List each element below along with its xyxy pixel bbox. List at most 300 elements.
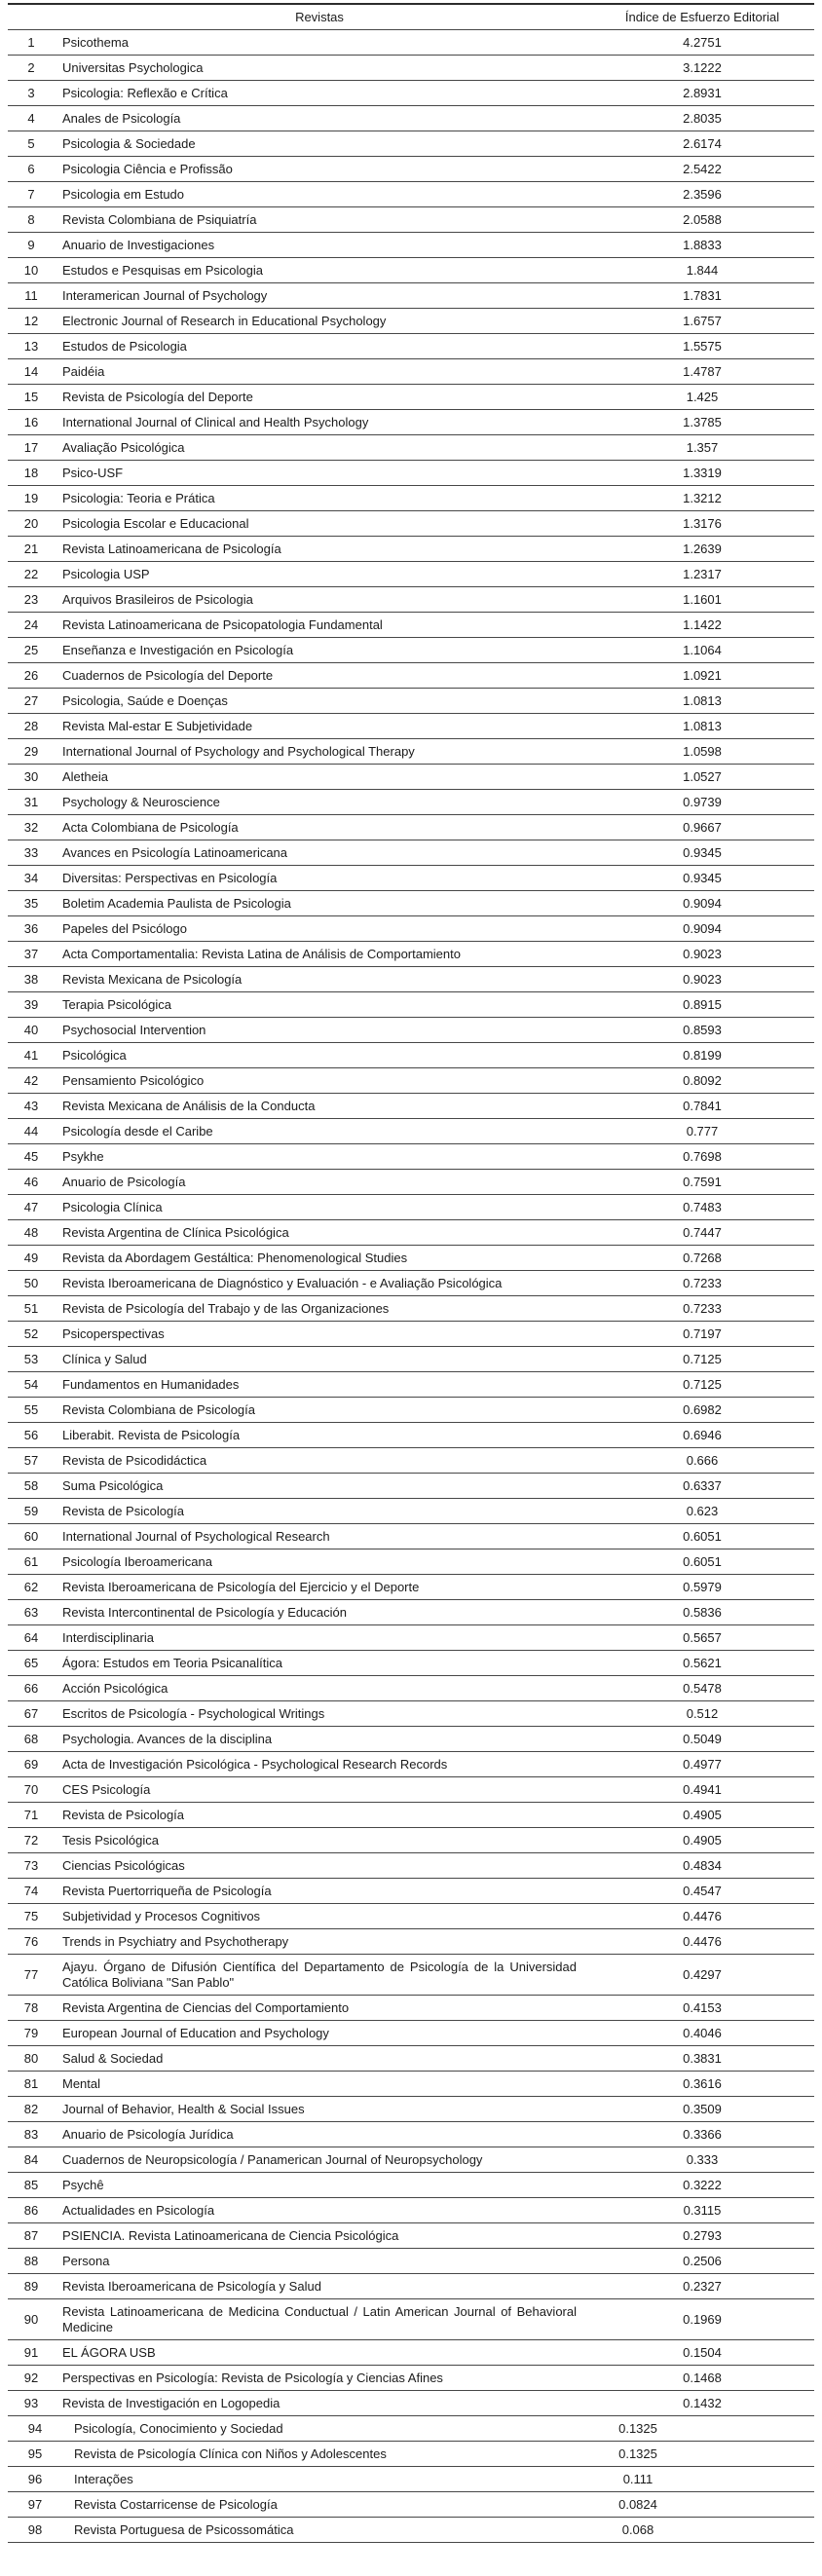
editorial-effort-index-value: 0.7125 [683,1376,722,1392]
row-rank: 84 [23,2151,39,2167]
journal-name: Revista Iberoamericana de Psicología del Ejercicio y el Deporte [62,1579,420,1594]
editorial-effort-index-value: 0.9094 [683,920,722,936]
row-rank: 93 [23,2395,39,2410]
table-row [8,1170,814,1195]
journal-name: Anuario de Psicología Jurídica [62,2126,234,2142]
journal-name: Diversitas: Perspectivas en Psicología [62,870,278,885]
editorial-effort-index-value: 2.8931 [683,85,722,100]
table-row [8,1625,814,1651]
journal-name: Psicologia Escolar e Educacional [62,515,249,531]
table-row [8,1853,814,1879]
row-spacer [746,2525,814,2534]
table-row [8,587,814,613]
editorial-effort-index-value: 2.0588 [683,211,722,227]
row-rank: 71 [23,1807,39,1822]
editorial-effort-index-value: 0.1969 [683,2311,722,2327]
editorial-effort-index-value: 0.5836 [683,1604,722,1620]
journal-name: Psicología desde el Caribe [62,1123,213,1139]
editorial-effort-index-value: 0.7483 [683,1199,722,1214]
journal-name: Psychosocial Intervention [62,1022,206,1037]
editorial-effort-index-value: 4.2751 [683,34,722,50]
row-rank: 90 [23,2311,39,2327]
journal-name: Psychê [62,2177,104,2192]
row-spacer [746,2424,814,2433]
row-rank: 49 [23,1250,39,1265]
editorial-effort-index-value: 1.8833 [683,237,722,252]
table-row [8,461,814,486]
table-row [8,790,814,815]
journal-name: PSIENCIA. Revista Latinoamericana de Ciencia Psicológica [62,2227,399,2243]
table-row [8,435,814,461]
editorial-effort-index-value: 0.4153 [683,1999,722,2015]
table-row [8,1996,814,2021]
editorial-effort-index-value: 2.6174 [683,135,722,151]
journal-name: International Journal of Clinical and Health Psychology [62,414,369,429]
editorial-effort-index-value: 0.8199 [683,1047,722,1063]
editorial-effort-index-value: 2.8035 [683,110,722,126]
table-row [8,562,814,587]
journal-name: Psicologia, Saúde e Doenças [62,692,228,708]
editorial-effort-index-value: 0.7698 [683,1148,722,1164]
table-row [8,81,814,106]
table-row [8,1777,814,1803]
table-row [8,1879,814,1904]
table-row [8,410,814,435]
journal-name: Ajayu. Órgano de Difusión Científica del Departamento de Psicología de la Universidad Católica Boliviana "San Pablo" [62,1959,577,1990]
table-row [8,2198,814,2223]
editorial-effort-index-value: 0.3222 [683,2177,722,2192]
table-row [8,739,814,765]
editorial-effort-index-value: 0.2327 [683,2278,722,2294]
editorial-effort-index-value: 0.6051 [683,1553,722,1569]
editorial-effort-index-value: 0.5049 [683,1731,722,1746]
editorial-effort-index-value: 0.3509 [683,2101,722,2116]
table-row [8,1195,814,1220]
table-row [8,207,814,233]
editorial-effort-index-value: 2.5422 [683,161,722,176]
table-row [8,2021,814,2046]
table-row [8,385,814,410]
table-row [8,916,814,942]
row-rank: 92 [23,2370,39,2385]
journal-name: Revista Iberoamericana de Psicología y Salud [62,2278,321,2294]
table-row [8,2147,814,2173]
table-row [8,1499,814,1524]
journal-name: Cuadernos de Psicología del Deporte [62,667,274,683]
editorial-effort-index-value: 0.9023 [683,971,722,987]
table-row [8,157,814,182]
table-row [8,1955,814,1996]
table-row [8,765,814,790]
journal-name: Terapia Psicológica [62,996,172,1012]
row-rank: 16 [23,414,39,429]
journal-name: Psicología, Conocimiento y Sociedad [74,2420,283,2436]
journal-name: Electronic Journal of Research in Educational Psychology [62,313,387,328]
table-row [8,638,814,663]
editorial-effort-index-value: 1.1064 [683,642,722,657]
table-row [8,1448,814,1474]
journal-name: Revista de Psicología del Deporte [62,389,253,404]
row-rank: 55 [23,1401,39,1417]
editorial-effort-index-value: 0.7591 [683,1174,722,1189]
editorial-effort-index-value: 1.2317 [683,566,722,581]
table-row [8,486,814,511]
row-rank: 3 [27,85,35,100]
editorial-effort-index-value: 0.3616 [683,2075,722,2091]
editorial-effort-index-value: 1.2639 [683,541,722,556]
table-row [8,714,814,739]
row-rank: 61 [23,1553,39,1569]
editorial-effort-index-value: 2.3596 [683,186,722,202]
editorial-effort-index-value: 0.623 [686,1503,719,1518]
editorial-effort-index-value: 0.0824 [618,2496,657,2512]
row-rank: 33 [23,844,39,860]
row-rank: 64 [23,1629,39,1645]
column-header-revistas: Revistas [295,9,344,24]
table-row [8,2518,814,2543]
table-row [8,2340,814,2366]
editorial-effort-index-value: 0.5657 [683,1629,722,1645]
table-row [8,1119,814,1144]
editorial-effort-index-value: 0.1325 [618,2445,657,2461]
journal-name: Anales de Psicología [62,110,181,126]
editorial-effort-index-value: 0.1468 [683,2370,722,2385]
editorial-effort-index-value: 0.111 [622,2471,654,2486]
table-row [8,1828,814,1853]
table-row [8,613,814,638]
row-rank: 1 [27,34,35,50]
journal-name: Psicologia USP [62,566,150,581]
table-row [8,30,814,56]
row-rank: 88 [23,2253,39,2268]
journal-name: Trends in Psychiatry and Psychotherapy [62,1933,289,1949]
row-rank: 35 [23,895,39,911]
editorial-effort-index-value: 0.2793 [683,2227,722,2243]
editorial-effort-index-value: 1.5575 [683,338,722,354]
journal-name: Tesis Psicológica [62,1832,159,1848]
journal-name: Psicologia & Sociedade [62,135,196,151]
table-row [8,1246,814,1271]
editorial-effort-index-value: 0.7447 [683,1224,722,1240]
editorial-effort-index-value: 0.7233 [683,1300,722,1316]
row-rank: 57 [23,1452,39,1468]
row-rank: 73 [23,1857,39,1873]
row-rank: 79 [23,2025,39,2040]
editorial-effort-index-value: 0.1504 [683,2344,722,2360]
editorial-effort-index-value: 0.7197 [683,1325,722,1341]
row-rank: 14 [23,363,39,379]
journal-name: Liberabit. Revista de Psicología [62,1427,241,1442]
column-header-rank [8,13,55,21]
journal-name: Escritos de Psicología - Psychological Writings [62,1705,325,1721]
journal-name: European Journal of Education and Psychology [62,2025,329,2040]
journal-name: Anuario de Psicología [62,1174,186,1189]
editorial-effort-index-value: 1.1422 [683,616,722,632]
editorial-effort-index-value: 1.844 [686,262,719,278]
row-rank: 11 [24,287,38,303]
table-row [8,2173,814,2198]
journal-name: Estudos de Psicologia [62,338,187,354]
journal-name: CES Psicología [62,1781,151,1797]
journal-name: Psychology & Neuroscience [62,794,220,809]
table-row [8,2122,814,2147]
row-rank: 41 [23,1047,39,1063]
table-row [8,1018,814,1043]
editorial-effort-index-value: 1.1601 [683,591,722,607]
journal-name: Revista de Psicología del Trabajo y de las Organizaciones [62,1300,390,1316]
row-rank: 5 [27,135,35,151]
table-row [8,106,814,131]
table-row [8,891,814,916]
row-rank: 17 [23,439,39,455]
table-row [8,1651,814,1676]
row-rank: 21 [23,541,39,556]
row-rank: 47 [23,1199,39,1214]
journal-name: Revista Portuguesa de Psicossomática [74,2521,294,2537]
table-row [8,815,814,840]
row-rank: 87 [23,2227,39,2243]
editorial-effort-index-value: 0.9345 [683,844,722,860]
journal-name: Salud & Sociedad [62,2050,164,2066]
editorial-effort-index-value: 0.3831 [683,2050,722,2066]
journal-name: Revista Colombiana de Psiquiatría [62,211,257,227]
row-rank: 67 [23,1705,39,1721]
editorial-effort-index-value: 0.7841 [683,1098,722,1113]
row-rank: 66 [23,1680,39,1696]
row-rank: 69 [23,1756,39,1772]
table-row [8,1600,814,1625]
journal-name: Actualidades en Psicología [62,2202,215,2218]
row-rank: 54 [23,1376,39,1392]
journal-name: Ágora: Estudos em Teoria Psicanalítica [62,1655,282,1670]
journal-name: Pensamiento Psicológico [62,1072,205,1088]
row-rank: 75 [23,1908,39,1923]
journal-name: Psicothema [62,34,129,50]
table-body [8,30,814,2543]
row-rank: 51 [23,1300,39,1316]
editorial-effort-index-value: 0.6982 [683,1401,722,1417]
editorial-effort-index-value: 0.4046 [683,2025,722,2040]
row-rank: 58 [23,1477,39,1493]
journal-name: Psicologia: Teoria e Prática [62,490,215,505]
journal-name: Revista Latinoamericana de Psicopatologia Fundamental [62,616,383,632]
row-rank: 27 [23,692,39,708]
editorial-effort-index-value: 0.3115 [683,2202,722,2218]
editorial-effort-index-value: 0.4547 [683,1883,722,1898]
row-rank: 40 [23,1022,39,1037]
row-rank: 18 [23,465,39,480]
row-rank: 31 [23,794,39,809]
row-rank: 91 [23,2344,39,2360]
row-rank: 37 [23,946,39,961]
row-rank: 25 [23,642,39,657]
editorial-effort-index-value: 0.6337 [683,1477,722,1493]
editorial-effort-index-value: 0.512 [686,1705,719,1721]
journal-name: Psicología Iberoamericana [62,1553,212,1569]
table-row [8,511,814,537]
table-row [8,2492,814,2518]
journals-effort-table [8,3,814,2543]
table-row [8,182,814,207]
editorial-effort-index-value: 1.425 [686,389,719,404]
row-rank: 46 [23,1174,39,1189]
row-rank: 23 [23,591,39,607]
table-row [8,359,814,385]
row-rank: 85 [23,2177,39,2192]
row-rank: 80 [23,2050,39,2066]
editorial-effort-index-value: 0.1325 [618,2420,657,2436]
row-rank: 70 [23,1781,39,1797]
editorial-effort-index-value: 0.8915 [683,996,722,1012]
row-rank: 50 [23,1275,39,1290]
table-row [8,1752,814,1777]
row-spacer [746,2500,814,2509]
journal-name: Paidéia [62,363,105,379]
row-rank: 74 [23,1883,39,1898]
table-row [8,1423,814,1448]
editorial-effort-index-value: 0.4977 [683,1756,722,1772]
editorial-effort-index-value: 0.2506 [683,2253,722,2268]
row-rank: 86 [23,2202,39,2218]
row-spacer [746,2475,814,2483]
table-row [8,2391,814,2416]
table-row [8,1372,814,1398]
journal-name: International Journal of Psychological Research [62,1528,330,1544]
journal-name: Interdisciplinaria [62,1629,154,1645]
editorial-effort-index-value: 0.4905 [683,1807,722,1822]
row-rank: 12 [23,313,39,328]
row-rank: 82 [23,2101,39,2116]
row-rank: 38 [23,971,39,987]
table-row [8,131,814,157]
table-row [8,1727,814,1752]
editorial-effort-index-value: 0.4476 [683,1933,722,1949]
table-row [8,233,814,258]
row-rank: 65 [23,1655,39,1670]
journal-name: Psykhe [62,1148,104,1164]
editorial-effort-index-value: 0.8092 [683,1072,722,1088]
editorial-effort-index-value: 0.5478 [683,1680,722,1696]
row-rank: 34 [23,870,39,885]
editorial-effort-index-value: 0.1432 [683,2395,722,2410]
journal-name: Acción Psicológica [62,1680,168,1696]
table-row [8,2416,814,2442]
editorial-effort-index-value: 0.5979 [683,1579,722,1594]
row-rank: 29 [23,743,39,759]
journal-name: Mental [62,2075,101,2091]
row-rank: 39 [23,996,39,1012]
row-rank: 44 [23,1123,39,1139]
journal-name: International Journal of Psychology and Psychological Therapy [62,743,415,759]
journal-name: Anuario de Investigaciones [62,237,215,252]
table-row [8,283,814,309]
row-rank: 98 [27,2521,43,2537]
journal-name: Psicologia em Estudo [62,186,185,202]
table-row [8,1474,814,1499]
editorial-effort-index-value: 0.8593 [683,1022,722,1037]
table-row [8,1322,814,1347]
journal-name: EL ÁGORA USB [62,2344,156,2360]
row-rank: 26 [23,667,39,683]
row-rank: 20 [23,515,39,531]
row-rank: 8 [27,211,35,227]
row-rank: 94 [27,2420,43,2436]
table-row [8,2046,814,2072]
journal-name: Acta Colombiana de Psicología [62,819,239,835]
row-rank: 53 [23,1351,39,1366]
journal-name: Psicológica [62,1047,127,1063]
journal-name: Fundamentos en Humanidades [62,1376,240,1392]
row-rank: 4 [27,110,35,126]
table-row [8,334,814,359]
table-row [8,2097,814,2122]
table-row [8,840,814,866]
journal-name: Papeles del Psicólogo [62,920,187,936]
table-row [8,663,814,689]
row-rank: 15 [23,389,39,404]
editorial-effort-index-value: 1.0813 [683,718,722,733]
row-rank: 62 [23,1579,39,1594]
editorial-effort-index-value: 3.1222 [683,59,722,75]
journal-name: Cuadernos de Neuropsicología / Panamerican Journal of Neuropsychology [62,2151,483,2167]
journal-name: Revista Puertorriqueña de Psicología [62,1883,272,1898]
row-rank: 78 [23,1999,39,2015]
table-row [8,1271,814,1296]
row-rank: 83 [23,2126,39,2142]
editorial-effort-index-value: 1.3212 [683,490,722,505]
editorial-effort-index-value: 0.068 [621,2521,654,2537]
row-rank: 68 [23,1731,39,1746]
table-row [8,1296,814,1322]
journal-name: Journal of Behavior, Health & Social Issues [62,2101,305,2116]
journal-name: Avaliação Psicológica [62,439,185,455]
table-row [8,2249,814,2274]
journal-name: Revista Iberoamericana de Diagnóstico y Evaluación - e Avaliação Psicológica [62,1275,503,1290]
editorial-effort-index-value: 1.4787 [683,363,722,379]
table-row [8,2366,814,2391]
journal-name: Estudos e Pesquisas em Psicologia [62,262,263,278]
table-row [8,1904,814,1929]
journal-name: Revista Costarricense de Psicología [74,2496,278,2512]
table-row [8,992,814,1018]
row-rank: 72 [23,1832,39,1848]
editorial-effort-index-value: 1.0813 [683,692,722,708]
editorial-effort-index-value: 0.666 [686,1452,719,1468]
table-row [8,56,814,81]
journal-name: Interações [74,2471,133,2486]
editorial-effort-index-value: 0.6946 [683,1427,722,1442]
journal-name: Avances en Psicología Latinoamericana [62,844,288,860]
journal-name: Revista de Psicología [62,1503,185,1518]
row-rank: 30 [23,768,39,784]
table-row [8,1220,814,1246]
row-rank: 2 [27,59,35,75]
editorial-effort-index-value: 0.7268 [683,1250,722,1265]
journal-name: Psicologia Clínica [62,1199,163,1214]
journal-name: Revista Argentina de Ciencias del Comportamiento [62,1999,350,2015]
row-rank: 63 [23,1604,39,1620]
table-row [8,1676,814,1701]
journal-name: Revista Mal-estar E Subjetividade [62,718,253,733]
journal-name: Revista Mexicana de Psicología [62,971,243,987]
row-rank: 32 [23,819,39,835]
editorial-effort-index-value: 0.3366 [683,2126,722,2142]
journal-name: Revista de Psicología [62,1807,185,1822]
table-row [8,1524,814,1549]
row-rank: 36 [23,920,39,936]
editorial-effort-index-value: 0.4476 [683,1908,722,1923]
journal-name: Acta de Investigación Psicológica - Psychological Research Records [62,1756,448,1772]
